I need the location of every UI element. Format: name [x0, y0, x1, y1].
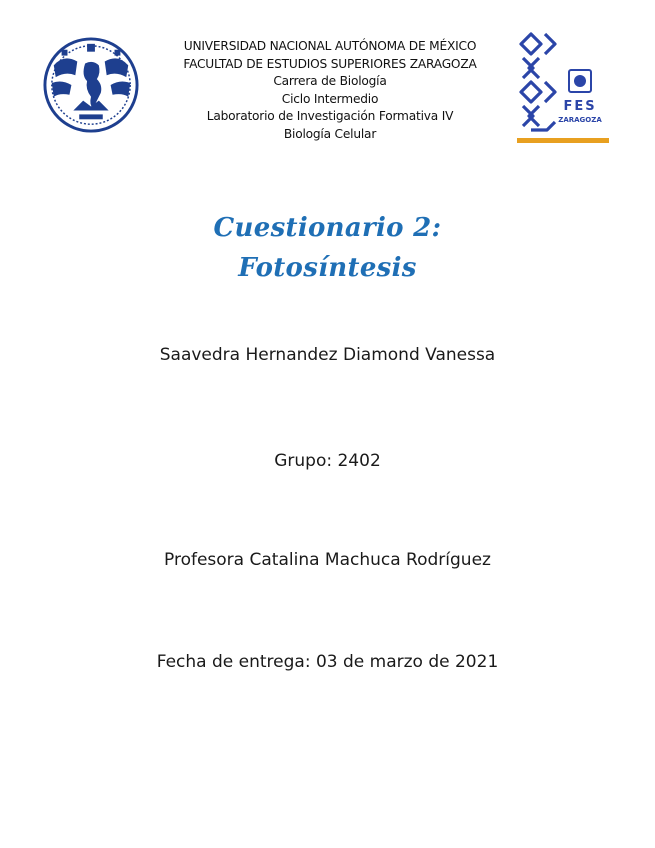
header-line-lab: Laboratorio de Investigación Formativa IV [206, 109, 454, 123]
unam-seal-icon [42, 36, 140, 134]
title-line-1: Cuestionario 2: [213, 213, 442, 243]
institution-header [150, 38, 510, 143]
document-title [0, 208, 655, 288]
header-line-cycle: Ciclo Intermedio [281, 91, 379, 106]
header-line-subject: Biología Celular [283, 126, 377, 141]
student-name: Saavedra Hernandez Diamond Vanessa [159, 345, 496, 365]
due-date: Fecha de entrega: 03 de marzo de 2021 [156, 652, 499, 672]
fes-orange-bar [517, 138, 609, 143]
professor-name: Profesora Catalina Machuca Rodríguez [164, 550, 491, 570]
header-line-faculty: FACULTAD DE ESTUDIOS SUPERIORES ZARAGOZA [183, 56, 477, 71]
zaragoza-text: ZARAGOZA [558, 116, 602, 124]
fes-zaragoza-logo-icon [517, 30, 609, 144]
fes-text: FES [563, 99, 597, 114]
title-line-2: Fotosíntesis [238, 253, 417, 283]
group-number: Grupo: 2402 [274, 451, 381, 471]
header-line-career: Carrera de Biología [273, 74, 387, 88]
header-line-university: UNIVERSIDAD NACIONAL AUTÓNOMA DE MÉXICO [183, 39, 477, 53]
